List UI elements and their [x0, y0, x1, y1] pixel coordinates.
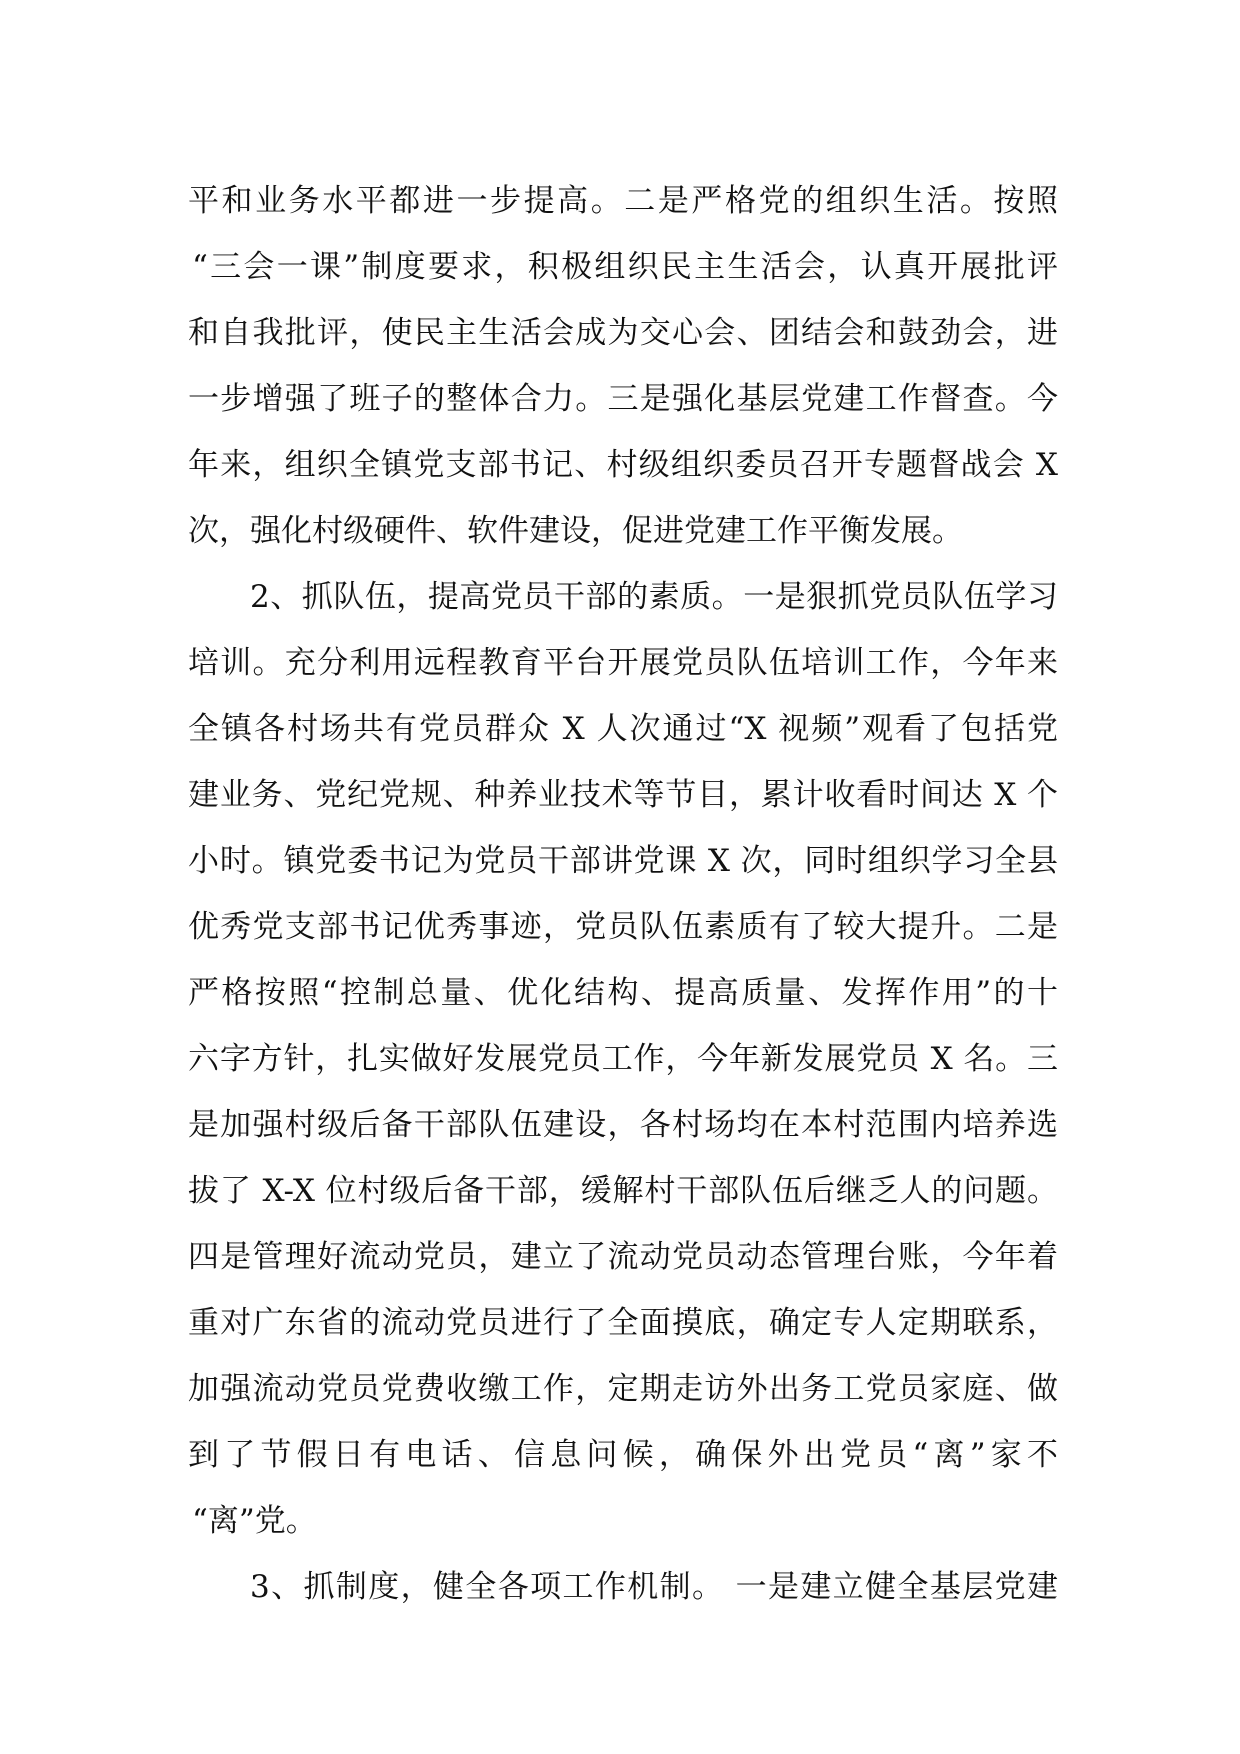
text-line: 是加强村级后备干部队伍建设，各村场均在本村范围内培养选	[188, 1107, 1058, 1143]
paragraph-3-start: 3、抓制度，健全各项工作机制。 一是建立健全基层党建	[250, 1569, 1058, 1605]
text-line: 四是管理好流动党员，建立了流动党员动态管理台账，今年着	[188, 1239, 1058, 1275]
text-line: 优秀党支部书记优秀事迹，党员队伍素质有了较大提升。二是	[188, 909, 1058, 945]
text-line: 六字方针，扎实做好发展党员工作，今年新发展党员 X 名。三	[188, 1041, 1058, 1077]
text-line: 年来，组织全镇党支部书记、村级组织委员召开专题督战会 X	[188, 447, 1058, 483]
text-line: 小时。镇党委书记为党员干部讲党课 X 次，同时组织学习全县	[188, 843, 1058, 879]
text-line: 到了节假日有电话、信息问候，确保外出党员“离”家不	[188, 1437, 1058, 1473]
document-body	[188, 168, 1058, 1620]
text-line: 平和业务水平都进一步提高。二是严格党的组织生活。按照	[188, 183, 1058, 219]
text-line: 严格按照“控制总量、优化结构、提高质量、发挥作用”的十	[188, 975, 1058, 1011]
text-line: 和自我批评，使民主生活会成为交心会、团结会和鼓劲会，进	[188, 315, 1058, 351]
text-line: 全镇各村场共有党员群众 X 人次通过“X 视频”观看了包括党	[188, 711, 1058, 747]
text-line: 次，强化村级硬件、软件建设，促进党建工作平衡发展。	[188, 513, 963, 549]
text-line: 拔了 X-X 位村级后备干部，缓解村干部队伍后继乏人的问题。	[188, 1173, 1058, 1209]
text-line: 一步增强了班子的整体合力。三是强化基层党建工作督查。今	[188, 381, 1058, 417]
text-line: 建业务、党纪党规、种养业技术等节目，累计收看时间达 X 个	[188, 777, 1058, 813]
text-line: “三会一课”制度要求，积极组织民主生活会，认真开展批评	[192, 249, 1058, 285]
text-line: 加强流动党员党费收缴工作，定期走访外出务工党员家庭、做	[188, 1371, 1058, 1407]
text-line: “离”党。	[192, 1503, 317, 1539]
text-line: 重对广东省的流动党员进行了全面摸底，确定专人定期联系，	[188, 1305, 1058, 1341]
text-line: 培训。充分利用远程教育平台开展党员队伍培训工作，今年来	[188, 645, 1058, 681]
paragraph-2-start: 2、抓队伍，提高党员干部的素质。一是狠抓党员队伍学习	[250, 579, 1058, 615]
